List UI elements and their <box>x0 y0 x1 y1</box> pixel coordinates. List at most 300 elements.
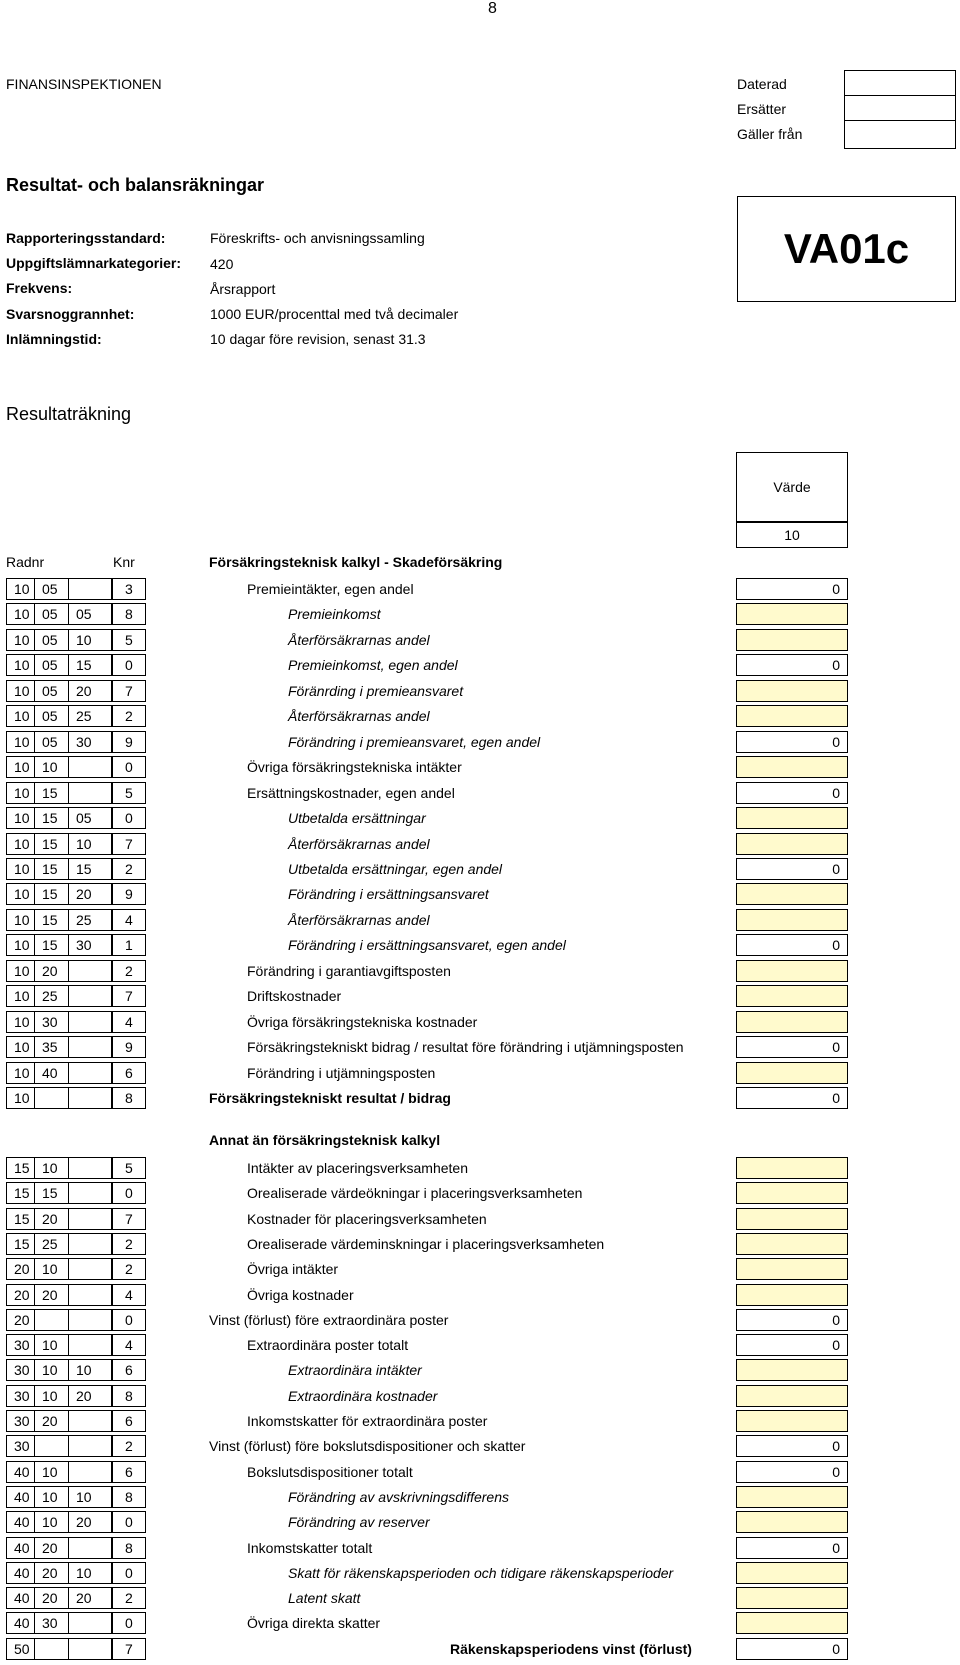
row-code-1: 10 <box>6 833 34 855</box>
value-input[interactable] <box>736 883 848 905</box>
row-label: Försäkringstekniskt bidrag / resultat före förändring i utjämningsposten <box>247 1039 684 1056</box>
meta-label-daterad: Daterad <box>737 76 787 92</box>
row-code-2 <box>34 1638 68 1660</box>
value-column-code: 10 <box>784 527 800 543</box>
row-code-2: 15 <box>34 883 68 905</box>
row-code-2: 40 <box>34 1062 68 1084</box>
row-code-3: 15 <box>68 858 112 880</box>
table-row <box>0 856 960 880</box>
row-label: Övriga försäkringstekniska kostnader <box>247 1013 478 1030</box>
table-row <box>0 627 960 651</box>
row-label: Extraordinära poster totalt <box>247 1337 409 1354</box>
row-code-3 <box>68 782 112 804</box>
table-row <box>0 1307 960 1331</box>
row-code-1: 10 <box>6 1087 34 1109</box>
value-input[interactable] <box>736 1410 848 1432</box>
row-knr: 6 <box>112 1410 146 1432</box>
row-code-2: 10 <box>34 1258 68 1280</box>
value-input[interactable] <box>736 960 848 982</box>
row-label: Övriga kostnader <box>247 1286 354 1303</box>
info-value-standard: Föreskrifts- och anvisningssamling <box>210 230 425 246</box>
row-label: Återförsäkrarnas andel <box>288 911 430 928</box>
row-code-1: 30 <box>6 1435 34 1457</box>
row-code-1: 10 <box>6 1011 34 1033</box>
row-knr: 2 <box>112 1258 146 1280</box>
info-value-precision: 1000 EUR/procenttal med två decimaler <box>210 306 459 322</box>
row-knr: 5 <box>112 629 146 651</box>
meta-label-galler-fran: Gäller från <box>737 126 803 142</box>
row-code-3 <box>68 1537 112 1559</box>
row-code-3 <box>68 1435 112 1457</box>
row-code-2: 30 <box>34 1011 68 1033</box>
row-code-2: 05 <box>34 603 68 625</box>
table-row <box>0 1560 960 1584</box>
row-code-3 <box>68 1309 112 1331</box>
table-row <box>0 1034 960 1058</box>
row-label: Premieinkomst <box>288 606 381 623</box>
table-row <box>0 983 960 1007</box>
row-code-2: 20 <box>34 1208 68 1230</box>
row-label: Förändring i ersättningsansvaret <box>288 886 489 903</box>
row-label: Räkenskapsperiodens vinst (förlust) <box>450 1640 692 1657</box>
value-input[interactable] <box>736 1562 848 1584</box>
row-label: Utbetalda ersättningar <box>288 810 426 827</box>
row-code-2: 05 <box>34 629 68 651</box>
row-knr: 0 <box>112 807 146 829</box>
row-knr: 0 <box>112 756 146 778</box>
value-input[interactable] <box>736 1284 848 1306</box>
row-label: Bokslutsdispositioner totalt <box>247 1463 413 1480</box>
row-label: Förändring av reserver <box>288 1514 430 1531</box>
row-label: Övriga intäkter <box>247 1261 339 1278</box>
row-code-2: 10 <box>34 1385 68 1407</box>
row-code-3 <box>68 960 112 982</box>
row-code-1: 40 <box>6 1537 34 1559</box>
col-header-radnr: Radnr <box>6 554 45 570</box>
row-code-1: 10 <box>6 654 34 676</box>
row-code-3 <box>68 1062 112 1084</box>
form-code-box <box>737 196 956 302</box>
row-code-1: 10 <box>6 807 34 829</box>
row-code-3: 10 <box>68 1486 112 1508</box>
value-input[interactable] <box>736 756 848 778</box>
row-code-2: 25 <box>34 985 68 1007</box>
row-label: Övriga försäkringstekniska intäkter <box>247 759 462 776</box>
row-knr: 0 <box>112 654 146 676</box>
row-code-1: 30 <box>6 1359 34 1381</box>
row-code-1: 10 <box>6 1036 34 1058</box>
row-knr: 4 <box>112 1334 146 1356</box>
row-label: Ersättningskostnader, egen andel <box>247 784 455 801</box>
row-code-1: 40 <box>6 1612 34 1634</box>
row-code-1: 10 <box>6 629 34 651</box>
table-row <box>0 932 960 956</box>
row-code-3 <box>68 1157 112 1179</box>
organization-name: FINANSINSPEKTIONEN <box>6 76 162 92</box>
value-total: 0 <box>736 1334 848 1356</box>
row-label: Vinst (förlust) före bokslutsdispositioner och skatter <box>209 1438 526 1455</box>
row-code-3 <box>68 1036 112 1058</box>
row-label: Försäkringstekniskt resultat / bidrag <box>209 1090 451 1106</box>
col-header-knr: Knr <box>113 554 135 570</box>
row-knr: 4 <box>112 1284 146 1306</box>
row-code-3: 15 <box>68 654 112 676</box>
info-label-standard: Rapporteringsstandard: <box>6 230 166 246</box>
row-code-1: 10 <box>6 883 34 905</box>
row-code-2 <box>34 1087 68 1109</box>
row-knr: 0 <box>112 1612 146 1634</box>
section-title: Resultaträkning <box>6 404 132 424</box>
row-code-2: 10 <box>34 756 68 778</box>
row-knr: 2 <box>112 960 146 982</box>
row-label: Förändring i ersättningsansvaret, egen andel <box>288 937 566 954</box>
row-code-2 <box>34 1309 68 1331</box>
value-input[interactable] <box>736 1587 848 1609</box>
row-knr: 9 <box>112 1036 146 1058</box>
row-label: Skatt för räkenskapsperioden och tidigare räkenskapsperioder <box>288 1564 674 1581</box>
row-code-3: 10 <box>68 1359 112 1381</box>
row-code-1: 10 <box>6 960 34 982</box>
row-code-3: 05 <box>68 807 112 829</box>
value-total: 0 <box>736 934 848 956</box>
row-code-1: 40 <box>6 1587 34 1609</box>
row-label: Kostnader för placeringsverksamheten <box>247 1210 487 1227</box>
value-input[interactable] <box>736 1486 848 1508</box>
row-code-3: 20 <box>68 883 112 905</box>
info-value-frequency: Årsrapport <box>210 281 276 297</box>
table-row <box>0 805 960 829</box>
table-row <box>0 1060 960 1084</box>
row-code-3 <box>68 756 112 778</box>
row-knr: 8 <box>112 1486 146 1508</box>
row-code-2: 10 <box>34 1359 68 1381</box>
table-row <box>0 1155 960 1179</box>
row-code-2: 10 <box>34 1511 68 1533</box>
row-code-3 <box>68 1208 112 1230</box>
row-label: Återförsäkrarnas andel <box>288 631 430 648</box>
row-code-2: 20 <box>34 1410 68 1432</box>
row-knr: 7 <box>112 1208 146 1230</box>
row-code-1: 40 <box>6 1461 34 1483</box>
row-code-1: 50 <box>6 1638 34 1660</box>
table-row <box>0 1459 960 1483</box>
row-knr: 8 <box>112 1087 146 1109</box>
row-code-1: 40 <box>6 1486 34 1508</box>
table-row <box>0 780 960 804</box>
row-code-2: 05 <box>34 705 68 727</box>
row-knr: 4 <box>112 1011 146 1033</box>
table-row <box>0 1357 960 1381</box>
value-input[interactable] <box>736 1612 848 1634</box>
row-code-1: 30 <box>6 1410 34 1432</box>
row-code-1: 40 <box>6 1511 34 1533</box>
row-knr: 2 <box>112 1435 146 1457</box>
table-row <box>0 881 960 905</box>
table-row <box>0 703 960 727</box>
value-column-code-box <box>736 522 848 548</box>
page-number: 8 <box>488 0 497 17</box>
row-label: Intäkter av placeringsverksamheten <box>247 1160 468 1176</box>
row-code-2: 20 <box>34 1562 68 1584</box>
row-code-1: 20 <box>6 1284 34 1306</box>
row-label: Återförsäkrarnas andel <box>288 708 430 725</box>
row-code-1: 10 <box>6 680 34 702</box>
meta-field-galler-fran[interactable] <box>844 120 956 149</box>
row-knr: 0 <box>112 1562 146 1584</box>
table-row <box>0 1408 960 1432</box>
row-label: Vinst (förlust) före extraordinära poster <box>209 1311 449 1328</box>
table-row <box>0 729 960 753</box>
table-row <box>0 958 960 982</box>
value-total: 0 <box>736 1087 848 1109</box>
value-input[interactable] <box>736 1062 848 1084</box>
row-code-1: 30 <box>6 1385 34 1407</box>
row-code-3: 20 <box>68 1587 112 1609</box>
row-code-2: 20 <box>34 1537 68 1559</box>
row-code-2: 15 <box>34 934 68 956</box>
row-code-2: 10 <box>34 1157 68 1179</box>
value-input[interactable] <box>736 909 848 931</box>
row-code-2: 05 <box>34 578 68 600</box>
row-label: Premieinkomst, egen andel <box>288 657 458 674</box>
row-code-1: 10 <box>6 578 34 600</box>
table-row <box>0 1535 960 1559</box>
value-input[interactable] <box>736 985 848 1007</box>
table-row <box>0 1585 960 1609</box>
row-knr: 0 <box>112 1511 146 1533</box>
row-code-1: 40 <box>6 1562 34 1584</box>
row-knr: 2 <box>112 705 146 727</box>
row-code-1: 10 <box>6 1062 34 1084</box>
row-label: Extraordinära intäkter <box>288 1362 422 1379</box>
row-label: Förändring i utjämningsposten <box>247 1064 436 1081</box>
value-input[interactable] <box>736 603 848 625</box>
value-total: 0 <box>736 578 848 600</box>
row-code-2: 20 <box>34 1587 68 1609</box>
value-total: 0 <box>736 654 848 676</box>
row-label: Latent skatt <box>288 1590 361 1607</box>
row-knr: 4 <box>112 909 146 931</box>
row-code-3 <box>68 1233 112 1255</box>
table-row <box>0 652 960 676</box>
table-row <box>0 831 960 855</box>
table-row <box>0 1009 960 1033</box>
row-label: Inkomstskatter totalt <box>247 1539 373 1556</box>
info-label-precision: Svarsnoggrannhet: <box>6 306 135 322</box>
row-code-3: 10 <box>68 1562 112 1584</box>
table-row <box>0 1509 960 1533</box>
row-knr: 7 <box>112 833 146 855</box>
row-label: Premieintäkter, egen andel <box>247 581 414 597</box>
meta-field-ersatter[interactable] <box>844 95 956 121</box>
row-label: Förändring av avskrivningsdifferens <box>288 1488 509 1505</box>
section1-heading: Försäkringsteknisk kalkyl - Skadeförsäkring <box>209 554 503 570</box>
row-code-1: 10 <box>6 756 34 778</box>
meta-label-ersatter: Ersätter <box>737 101 787 117</box>
row-knr: 2 <box>112 1233 146 1255</box>
row-code-2: 30 <box>34 1612 68 1634</box>
row-code-3 <box>68 1638 112 1660</box>
row-code-3 <box>68 1182 112 1204</box>
row-code-3 <box>68 1334 112 1356</box>
row-knr: 2 <box>112 858 146 880</box>
row-code-2: 15 <box>34 1182 68 1204</box>
value-input[interactable] <box>736 705 848 727</box>
table-row <box>0 576 960 600</box>
row-code-1: 10 <box>6 705 34 727</box>
row-knr: 5 <box>112 782 146 804</box>
info-value-categories: 420 <box>210 256 234 272</box>
table-row <box>0 907 960 931</box>
row-label: Extraordinära kostnader <box>288 1387 438 1404</box>
row-code-1: 30 <box>6 1334 34 1356</box>
row-code-3: 25 <box>68 705 112 727</box>
row-code-1: 15 <box>6 1208 34 1230</box>
info-label-deadline: Inlämningstid: <box>6 331 102 347</box>
value-total: 0 <box>736 1036 848 1058</box>
meta-field-daterad[interactable] <box>844 70 956 96</box>
row-code-2 <box>34 1435 68 1457</box>
value-input[interactable] <box>736 807 848 829</box>
row-knr: 7 <box>112 680 146 702</box>
row-label: Förändring i premieansvaret, egen andel <box>288 733 541 750</box>
value-input[interactable] <box>736 1208 848 1230</box>
row-code-1: 20 <box>6 1309 34 1331</box>
row-code-3 <box>68 1011 112 1033</box>
table-row <box>0 601 960 625</box>
page-title: Resultat- och balansräkningar <box>6 175 265 195</box>
row-code-2: 05 <box>34 731 68 753</box>
row-code-2: 05 <box>34 680 68 702</box>
value-header-label: Värde <box>773 479 811 495</box>
value-total: 0 <box>736 1638 848 1660</box>
row-knr: 2 <box>112 1587 146 1609</box>
row-code-2: 15 <box>34 782 68 804</box>
value-column-header <box>736 452 848 522</box>
row-knr: 9 <box>112 883 146 905</box>
row-code-3: 10 <box>68 833 112 855</box>
row-code-3: 20 <box>68 1385 112 1407</box>
row-code-1: 10 <box>6 858 34 880</box>
table-row <box>0 1433 960 1457</box>
row-code-2: 20 <box>34 1284 68 1306</box>
row-code-3: 05 <box>68 603 112 625</box>
row-label: Orealiserade värdeökningar i placeringsverksamheten <box>247 1185 583 1202</box>
row-knr: 1 <box>112 934 146 956</box>
value-input[interactable] <box>736 1511 848 1533</box>
table-row <box>0 1256 960 1280</box>
row-code-3 <box>68 1284 112 1306</box>
table-row <box>0 1180 960 1204</box>
table-row <box>0 1383 960 1407</box>
row-code-3: 20 <box>68 680 112 702</box>
row-label: Förändring i garantiavgiftsposten <box>247 962 451 979</box>
value-input[interactable] <box>736 1233 848 1255</box>
info-label-frequency: Frekvens: <box>6 280 73 296</box>
value-input[interactable] <box>736 680 848 702</box>
row-label: Övriga direkta skatter <box>247 1615 381 1632</box>
row-code-3: 30 <box>68 731 112 753</box>
row-code-1: 15 <box>6 1182 34 1204</box>
row-code-3: 30 <box>68 934 112 956</box>
row-code-1: 10 <box>6 934 34 956</box>
table-row <box>0 1206 960 1230</box>
row-code-1: 20 <box>6 1258 34 1280</box>
row-code-3: 25 <box>68 909 112 931</box>
table-row <box>0 1085 960 1109</box>
value-input[interactable] <box>736 1157 848 1179</box>
row-code-2: 15 <box>34 807 68 829</box>
value-total: 0 <box>736 1435 848 1457</box>
form-code: VA01c <box>783 225 910 272</box>
row-code-2: 25 <box>34 1233 68 1255</box>
row-label: Föränrding i premieansvaret <box>288 682 464 699</box>
row-code-1: 10 <box>6 782 34 804</box>
row-knr: 5 <box>112 1157 146 1179</box>
table-row <box>0 1636 960 1660</box>
value-total: 0 <box>736 1309 848 1331</box>
value-total: 0 <box>736 731 848 753</box>
value-input[interactable] <box>736 1385 848 1407</box>
row-knr: 8 <box>112 1537 146 1559</box>
row-knr: 7 <box>112 1638 146 1660</box>
row-knr: 8 <box>112 1385 146 1407</box>
table-row <box>0 754 960 778</box>
row-label: Återförsäkrarnas andel <box>288 835 430 852</box>
row-code-2: 35 <box>34 1036 68 1058</box>
value-input[interactable] <box>736 1359 848 1381</box>
value-input[interactable] <box>736 1182 848 1204</box>
row-code-1: 15 <box>6 1233 34 1255</box>
row-code-3 <box>68 1258 112 1280</box>
row-code-1: 10 <box>6 909 34 931</box>
value-input[interactable] <box>736 833 848 855</box>
row-code-2: 10 <box>34 1461 68 1483</box>
row-code-3 <box>68 985 112 1007</box>
row-code-2: 15 <box>34 909 68 931</box>
info-value-deadline: 10 dagar före revision, senast 31.3 <box>210 331 426 347</box>
row-label: Driftskostnader <box>247 988 342 1005</box>
row-label: Orealiserade värdeminskningar i placeringsverksamheten <box>247 1235 605 1252</box>
table-row <box>0 678 960 702</box>
row-code-2: 10 <box>34 1486 68 1508</box>
value-total: 0 <box>736 1537 848 1559</box>
value-input[interactable] <box>736 1011 848 1033</box>
value-total: 0 <box>736 858 848 880</box>
row-knr: 8 <box>112 603 146 625</box>
value-input[interactable] <box>736 629 848 651</box>
row-knr: 6 <box>112 1461 146 1483</box>
row-code-2: 05 <box>34 654 68 676</box>
row-knr: 9 <box>112 731 146 753</box>
row-code-2: 10 <box>34 1334 68 1356</box>
row-code-1: 10 <box>6 603 34 625</box>
row-knr: 3 <box>112 578 146 600</box>
row-code-2: 20 <box>34 960 68 982</box>
row-knr: 0 <box>112 1182 146 1204</box>
row-code-3: 20 <box>68 1511 112 1533</box>
value-total: 0 <box>736 782 848 804</box>
row-label: Utbetalda ersättningar, egen andel <box>288 860 503 877</box>
row-knr: 6 <box>112 1062 146 1084</box>
value-input[interactable] <box>736 1258 848 1280</box>
table-row <box>0 1484 960 1508</box>
row-code-2: 15 <box>34 833 68 855</box>
row-label: Inkomstskatter för extraordinära poster <box>247 1413 488 1429</box>
table-row <box>0 1610 960 1634</box>
row-code-1: 10 <box>6 985 34 1007</box>
row-knr: 6 <box>112 1359 146 1381</box>
